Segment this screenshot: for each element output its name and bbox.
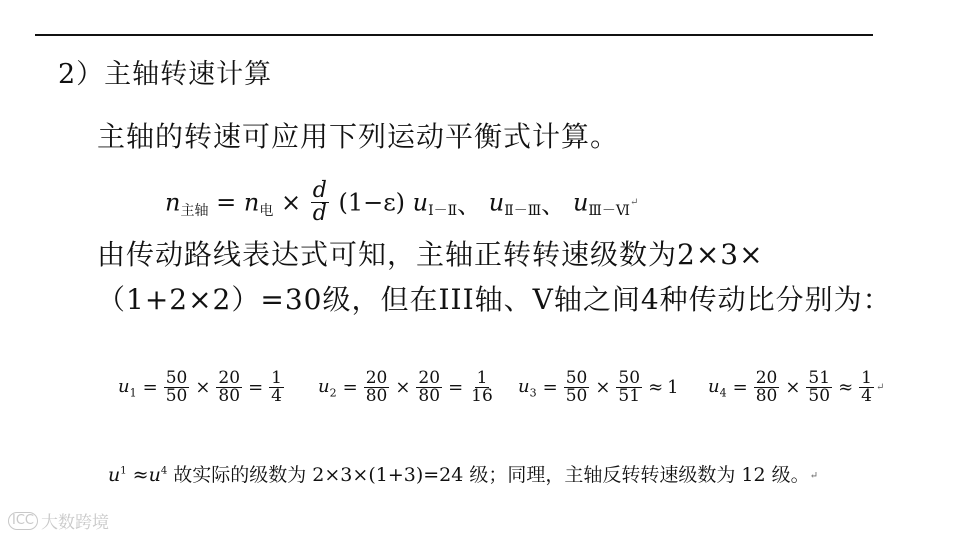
paragraph-line-2: （1+2×2）=30级，但在III轴、V轴之间4种传动比分别为：	[97, 283, 892, 316]
watermark	[8, 508, 109, 533]
ratio-subscript: 1	[129, 386, 137, 400]
ratio-u1	[118, 370, 286, 405]
formula-n: n	[165, 188, 181, 217]
conclusion-approx: ≈	[126, 464, 149, 486]
section-title: 2）主轴转速计算	[58, 59, 273, 90]
formula-u2: u	[488, 188, 505, 217]
ratio-u-letter: u	[518, 375, 530, 397]
ratio-result	[859, 370, 874, 405]
ratio-times: ×	[785, 377, 801, 398]
formula-sep1: 、	[457, 191, 482, 219]
ratio-u3	[518, 370, 679, 405]
ratio-subscript: 3	[529, 386, 537, 400]
watermark-text: 大数跨境	[41, 513, 109, 533]
ratio-equals: =	[732, 377, 748, 398]
formula-sub-spindle: 主轴	[180, 203, 209, 219]
formula-times: ×	[280, 188, 302, 217]
formula-slip-factor: (1−ε)	[338, 188, 405, 217]
ratio-u-letter: u	[708, 375, 720, 397]
fraction-numerator: 50	[618, 368, 641, 388]
fraction-denominator: 80	[755, 386, 778, 406]
fraction-numerator: 1	[271, 368, 282, 388]
ratio-fraction-1	[364, 370, 390, 405]
formula-n2: n	[243, 188, 260, 217]
fraction-numerator: 20	[418, 368, 441, 388]
fraction-numerator: 20	[365, 368, 388, 388]
formula-u3: u	[572, 188, 589, 217]
fraction-numerator: 51	[808, 368, 831, 388]
ratio-relation: ≈	[648, 377, 664, 398]
formula-d-fraction	[311, 180, 329, 225]
conclusion-body: 故实际的级数为 2×3×(1+3)=24 级；同理，主轴反转转速级数为 12 级。	[167, 464, 810, 486]
fraction-numerator: 20	[218, 368, 241, 388]
formula-sub-1: Ⅰ－Ⅱ	[428, 203, 458, 219]
return-mark-icon: ↵	[875, 382, 885, 393]
ratio-u-letter: u	[118, 375, 130, 397]
fraction-denominator: 51	[618, 386, 641, 406]
fraction-numerator: 20	[755, 368, 778, 388]
formula-sep2: 、	[541, 191, 566, 219]
header-rule	[35, 34, 873, 36]
balance-formula	[165, 180, 638, 226]
ratio-result-value: 1	[667, 377, 679, 398]
formula-eq: =	[216, 188, 237, 217]
ratio-symbol	[708, 376, 727, 400]
ratio-fraction-2	[806, 370, 832, 405]
ratio-fraction-2	[616, 370, 642, 405]
intro-text: 主轴的转速可应用下列运动平衡式计算。	[97, 120, 620, 153]
fraction-denominator: 4	[271, 386, 282, 406]
conclusion-u4: u	[148, 464, 161, 486]
ratio-result	[269, 370, 284, 405]
fraction-numerator: 50	[165, 368, 188, 388]
fraction-numerator: 50	[565, 368, 588, 388]
ratio-times: ×	[195, 377, 211, 398]
fraction-denominator: 50	[165, 386, 188, 406]
fraction-numerator: 1	[476, 368, 488, 388]
formula-sub-motor: 电	[259, 203, 274, 219]
ratio-equals: =	[142, 377, 158, 398]
ratio-fraction-1	[164, 370, 190, 405]
return-mark-icon: ↵	[809, 470, 819, 482]
ratio-relation: =	[448, 377, 464, 398]
fraction-denominator: 80	[365, 386, 388, 406]
ratio-symbol	[118, 376, 137, 400]
fraction-denominator: 50	[565, 386, 588, 406]
ratio-result	[469, 370, 495, 405]
paragraph-line-1: 由传动路线表达式可知，主轴正转转速级数为2×3×	[97, 238, 764, 271]
ratio-relation: =	[248, 377, 264, 398]
watermark-logo-icon: ICC	[8, 512, 38, 530]
fraction-denominator: 16	[471, 386, 493, 406]
ratio-times: ×	[395, 377, 411, 398]
return-mark-icon: ↵	[630, 197, 639, 208]
ratio-times: ×	[595, 377, 611, 398]
formula-sub-2: Ⅱ－Ⅲ	[504, 203, 542, 219]
ratio-equals: =	[542, 377, 558, 398]
ratio-u-letter: u	[318, 375, 330, 397]
ratio-fraction-1	[564, 370, 590, 405]
ratio-fraction-2	[216, 370, 242, 405]
fraction-numerator: 1	[861, 368, 872, 388]
formula-d-denominator: d	[312, 201, 327, 226]
conclusion-text	[108, 460, 818, 487]
ratio-equals: =	[342, 377, 358, 398]
formula-sub-3: Ⅲ－Ⅵ	[588, 203, 630, 219]
conclusion-sup4: 4	[160, 465, 168, 477]
ratio-symbol	[518, 376, 537, 400]
ratio-subscript: 4	[719, 386, 727, 400]
ratio-relation: ≈	[838, 377, 854, 398]
fraction-denominator: 4	[861, 386, 872, 406]
ratio-u4	[708, 370, 884, 405]
ratio-fraction-1	[754, 370, 780, 405]
formula-u1: u	[412, 188, 429, 217]
formula-d-numerator: d	[312, 178, 327, 203]
fraction-denominator: 50	[808, 386, 831, 406]
conclusion-u1: u	[108, 464, 121, 486]
fraction-denominator: 80	[418, 386, 441, 406]
speed-steps-paragraph	[97, 232, 892, 322]
fraction-denominator: 80	[218, 386, 241, 406]
ratio-subscript: 2	[329, 386, 337, 400]
ratio-symbol	[318, 376, 337, 400]
ratio-u2	[318, 370, 497, 405]
conclusion-sup1: 1	[120, 465, 127, 477]
ratio-fraction-2	[416, 370, 442, 405]
